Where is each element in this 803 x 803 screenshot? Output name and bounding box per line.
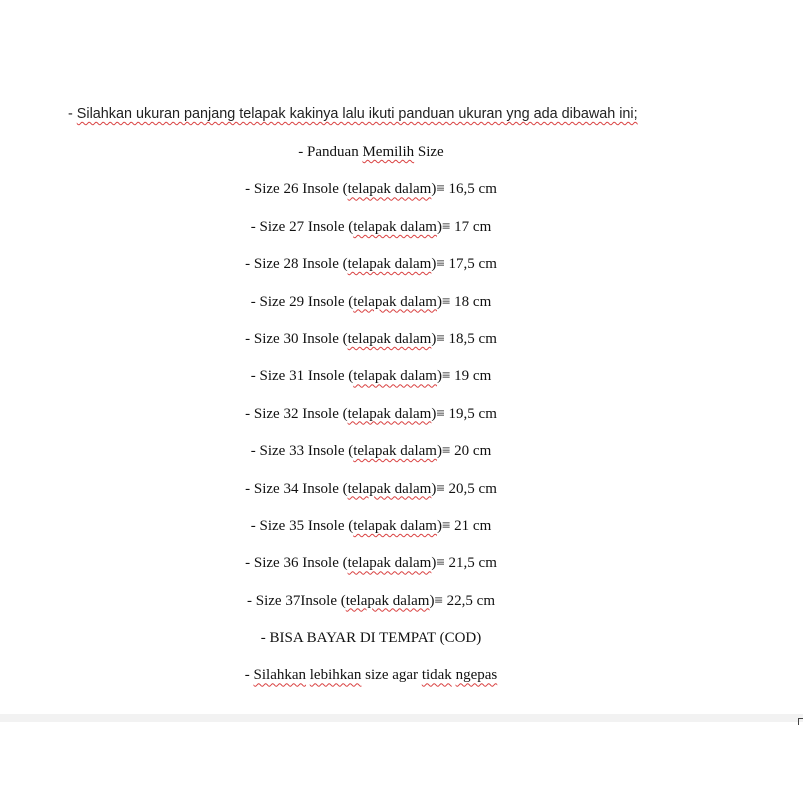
size-row-suffix: )≡ 21 cm bbox=[436, 517, 492, 534]
size-row-note: telapak dalam bbox=[347, 330, 432, 347]
size-row-29 bbox=[0, 291, 742, 328]
size-row-prefix: - Size 30 Insole ( bbox=[245, 330, 348, 347]
size-row-prefix: - Size 31 Insole ( bbox=[250, 368, 354, 385]
size-row-37 bbox=[0, 590, 742, 627]
size-row-prefix: - Size 33 Insole ( bbox=[250, 443, 354, 460]
guide-title-prefix: - Panduan bbox=[298, 144, 363, 160]
size-row-prefix: - Size 35 Insole ( bbox=[250, 517, 354, 534]
size-row-suffix: )≡ 18 cm bbox=[436, 293, 492, 310]
size-row-34 bbox=[0, 478, 742, 515]
size-row-26 bbox=[0, 178, 742, 215]
size-row-suffix: )≡ 16,5 cm bbox=[431, 181, 497, 198]
size-row-note: telapak dalam bbox=[347, 181, 432, 198]
size-row-note: telapak dalam bbox=[347, 405, 432, 422]
size-row-note: telapak dalam bbox=[347, 256, 432, 273]
size-row-suffix: )≡ 17,5 cm bbox=[431, 256, 497, 273]
size-row-33 bbox=[0, 440, 742, 477]
size-row-suffix: )≡ 20 cm bbox=[436, 443, 492, 460]
size-row-prefix: - Size 26 Insole ( bbox=[245, 181, 348, 198]
advice-line bbox=[0, 664, 742, 701]
size-row-note: telapak dalam bbox=[353, 443, 437, 460]
size-row-suffix: )≡ 19 cm bbox=[436, 368, 492, 385]
size-row-suffix: )≡ 21,5 cm bbox=[431, 555, 497, 572]
size-row-28 bbox=[0, 253, 742, 290]
size-row-prefix: - Size 32 Insole ( bbox=[245, 405, 348, 422]
cod-line: - BISA BAYAR DI TEMPAT (COD) bbox=[260, 630, 482, 647]
size-row-note: telapak dalam bbox=[347, 480, 432, 497]
size-row-suffix: )≡ 22,5 cm bbox=[429, 592, 495, 609]
size-row-36 bbox=[0, 552, 742, 589]
size-row-suffix: )≡ 17 cm bbox=[436, 218, 492, 235]
size-row-prefix: - Size 29 Insole ( bbox=[250, 293, 354, 310]
size-row-note: telapak dalam bbox=[353, 218, 437, 235]
size-row-30 bbox=[0, 328, 742, 365]
size-row-note: telapak dalam bbox=[353, 517, 437, 534]
size-guide bbox=[0, 141, 742, 702]
guide-title bbox=[0, 141, 742, 178]
size-row-note: telapak dalam bbox=[345, 592, 430, 609]
intro-prefix: - bbox=[68, 106, 77, 122]
size-row-prefix: - Size 36 Insole ( bbox=[245, 555, 348, 572]
size-row-31 bbox=[0, 365, 742, 402]
size-row-note: telapak dalam bbox=[347, 555, 432, 572]
intro-text: Silahkan ukuran panjang telapak kakinya lalu ikuti panduan ukuran yng ada dibawah ini; bbox=[76, 106, 638, 122]
size-row-suffix: )≡ 20,5 cm bbox=[431, 480, 497, 497]
size-row-35 bbox=[0, 515, 742, 552]
size-row-note: telapak dalam bbox=[353, 368, 437, 385]
advice-prefix: - bbox=[244, 667, 254, 684]
corner-mark bbox=[798, 718, 803, 725]
advice-word: Silahkan bbox=[253, 667, 307, 684]
size-row-27 bbox=[0, 216, 742, 253]
guide-title-word: Memilih bbox=[362, 144, 415, 160]
advice-word: tidak bbox=[421, 667, 452, 684]
advice-word: lebihkan bbox=[309, 667, 362, 684]
size-row-prefix: - Size 37Insole ( bbox=[247, 592, 346, 609]
guide-title-suffix: Size bbox=[414, 144, 444, 160]
size-row-prefix: - Size 28 Insole ( bbox=[245, 256, 348, 273]
size-row-suffix: )≡ 18,5 cm bbox=[431, 330, 497, 347]
advice-mid: size agar bbox=[361, 667, 422, 684]
size-row-prefix: - Size 34 Insole ( bbox=[245, 480, 348, 497]
size-row-32 bbox=[0, 403, 742, 440]
advice-word: ngepas bbox=[455, 667, 498, 684]
size-row-suffix: )≡ 19,5 cm bbox=[431, 405, 497, 422]
size-row-note: telapak dalam bbox=[353, 293, 437, 310]
intro-line bbox=[68, 104, 638, 124]
size-row-prefix: - Size 27 Insole ( bbox=[250, 218, 354, 235]
page-bottom-edge bbox=[0, 714, 803, 722]
